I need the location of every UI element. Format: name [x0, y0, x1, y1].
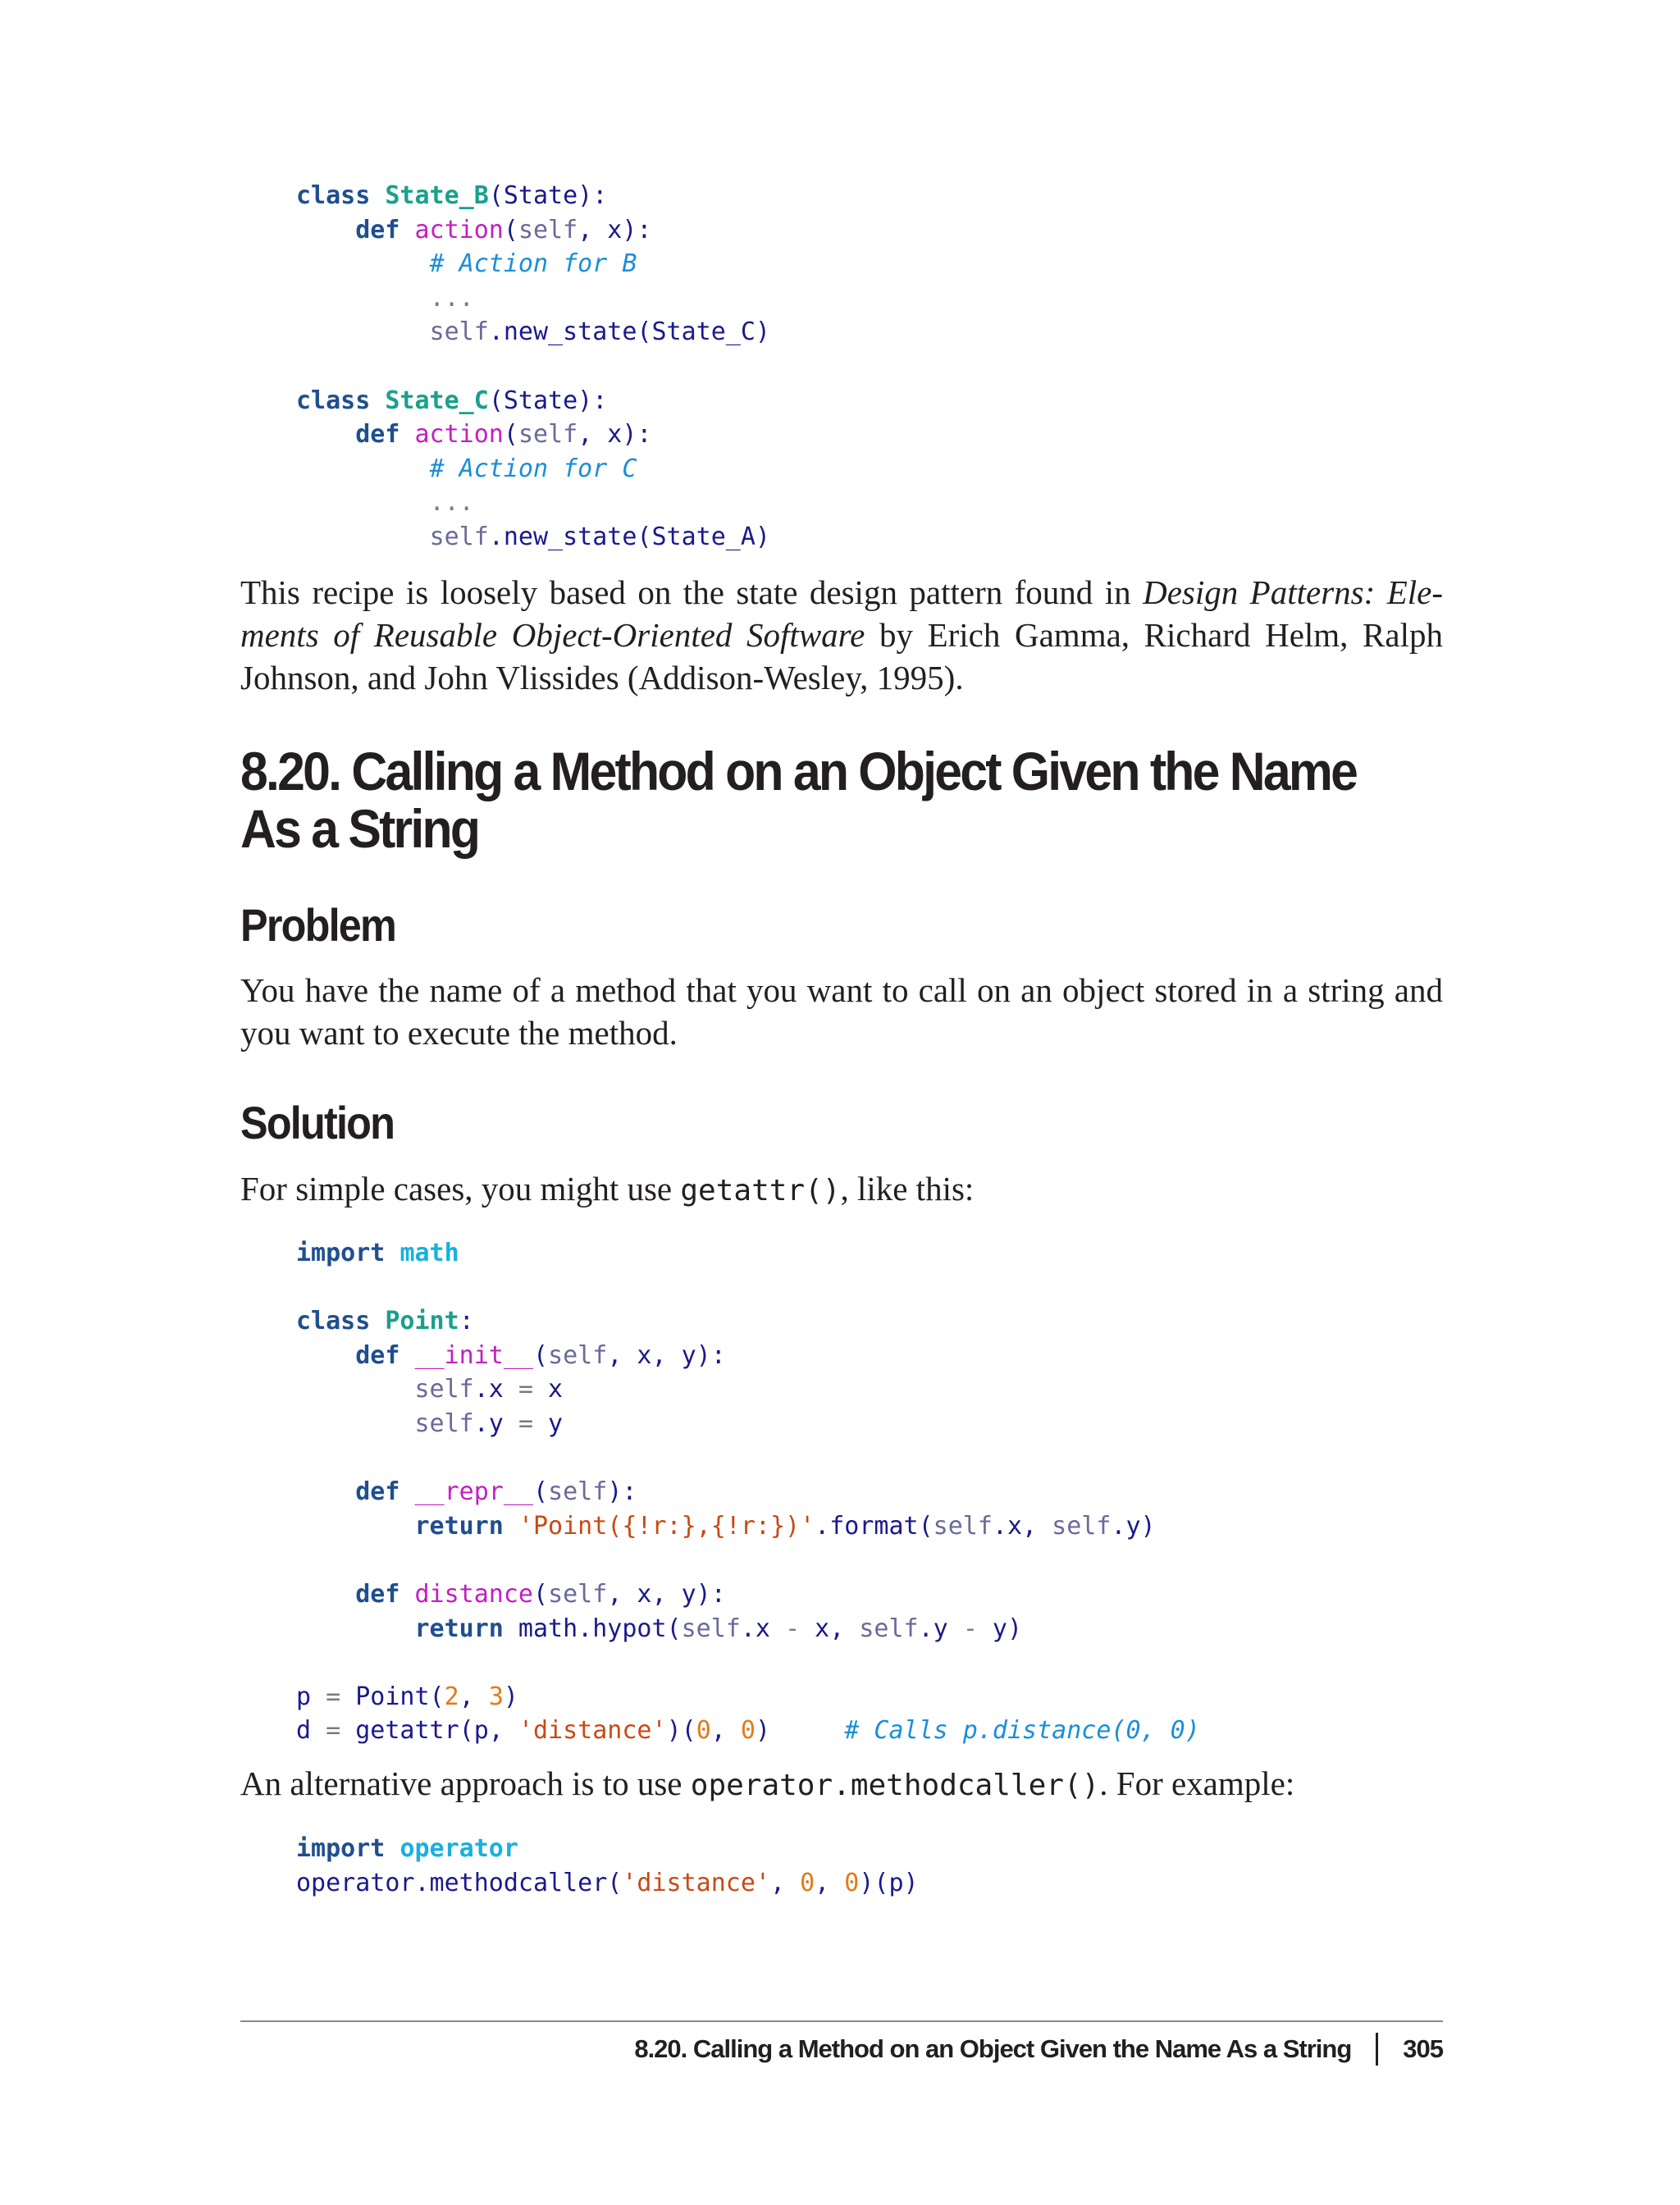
code-block-point-class [296, 1236, 1200, 1748]
code-token [296, 1375, 415, 1404]
code-line [296, 523, 770, 551]
code-token: y [533, 1408, 564, 1438]
code-line [296, 1834, 518, 1863]
code-token: import [296, 1239, 386, 1267]
code-token [296, 249, 430, 278]
code-line [296, 1580, 726, 1609]
code-token: x, [800, 1614, 860, 1643]
code-token: self [859, 1614, 919, 1643]
alternative-text [240, 1762, 1443, 1807]
code-line [296, 1869, 919, 1897]
code-token: # Action for B [429, 249, 637, 279]
code-token: def [355, 1477, 400, 1507]
code-token: math.hypot( [503, 1614, 682, 1643]
code-token: .format( [815, 1511, 934, 1541]
code-token [370, 181, 385, 210]
code-line [296, 420, 652, 449]
code-token: ( [533, 1477, 549, 1507]
code-block-methodcaller [296, 1832, 919, 1900]
code-line [296, 317, 770, 346]
paragraph-recipe-source [240, 571, 1443, 699]
code-token: def [355, 215, 400, 244]
code-token [296, 1477, 355, 1506]
code-token: self [518, 420, 578, 450]
code-token [399, 1580, 414, 1609]
code-line [296, 249, 637, 278]
problem-heading: Problem [240, 899, 396, 951]
code-token: State_C [385, 386, 489, 415]
code-token [370, 1307, 385, 1335]
code-token: ( [533, 1340, 549, 1370]
code-token: , [710, 1716, 741, 1746]
code-token: import [296, 1834, 386, 1863]
code-token [296, 317, 430, 346]
running-title: 8.20. Calling a Method on an Object Given the Name As a String [634, 2034, 1352, 2063]
code-token: operator.methodcaller( [296, 1868, 623, 1897]
code-token: , x): [578, 420, 652, 450]
code-token: , [815, 1868, 845, 1897]
code-token: = [326, 1716, 341, 1746]
code-token [399, 1341, 414, 1370]
code-token: , x, y): [607, 1340, 726, 1370]
code-token [296, 523, 430, 551]
code-token: ... [429, 283, 474, 313]
para-text: . For example: [1099, 1764, 1295, 1802]
code-token: self [548, 1579, 608, 1609]
code-token: action [414, 215, 504, 244]
code-token: = [326, 1682, 341, 1711]
code-token: 3 [488, 1682, 504, 1711]
code-token: self [933, 1511, 993, 1541]
code-token: )(p) [859, 1868, 919, 1897]
code-token [399, 1477, 414, 1506]
code-token: ): [607, 1477, 637, 1507]
code-token [385, 1239, 399, 1267]
code-token: .new_state(State_A) [488, 522, 770, 551]
code-token: self [548, 1340, 608, 1370]
code-token [296, 420, 355, 449]
footer-rule [240, 2020, 1443, 2022]
code-token: : [459, 1307, 474, 1336]
para-text: , like this: [840, 1170, 975, 1208]
para-text: by Erich Gamma, Richard Helm, Ralph Johnson, and John Vlissides (Addison-Wesley, 1995). [240, 616, 1443, 696]
code-line [296, 284, 474, 313]
code-token: self [518, 215, 578, 244]
code-token: ) [503, 1682, 518, 1711]
code-token [296, 1512, 415, 1541]
code-line [296, 1307, 474, 1335]
code-token [385, 1834, 399, 1863]
code-token: math [399, 1239, 459, 1267]
code-token: __repr__ [414, 1477, 533, 1507]
code-token [296, 1614, 415, 1643]
code-token: (State): [488, 181, 608, 210]
solution-intro [240, 1167, 1443, 1212]
code-line [296, 488, 474, 517]
code-line [296, 386, 607, 415]
code-block-state-classes [296, 179, 770, 555]
code-token: __init__ [414, 1340, 533, 1370]
code-line [296, 1239, 459, 1267]
code-token: (State): [488, 386, 608, 415]
code-token: # Action for C [429, 454, 637, 483]
code-token [370, 386, 385, 415]
para-text: This recipe is loosely based on the state design pattern found in [240, 573, 1144, 611]
code-line [296, 1409, 563, 1438]
code-token: ... [429, 488, 474, 518]
code-line [296, 1716, 1200, 1745]
code-token [399, 420, 414, 449]
footer-separator [1376, 2033, 1378, 2066]
code-token: 2 [444, 1682, 459, 1711]
code-line [296, 181, 607, 210]
code-token: , [459, 1682, 489, 1711]
code-token: - [785, 1614, 801, 1643]
code-token: Point [385, 1307, 459, 1336]
code-token: self [548, 1477, 608, 1507]
code-token: 0 [740, 1716, 756, 1746]
code-token: .x, [992, 1511, 1052, 1541]
code-token: def [355, 1579, 400, 1609]
code-token: class [296, 386, 371, 415]
code-token: , x, y): [607, 1579, 726, 1609]
code-token: ( [503, 420, 518, 450]
code-token: def [355, 1340, 400, 1370]
code-token: State_B [385, 181, 489, 210]
code-token: ( [503, 215, 518, 244]
code-token: # Calls p.distance(0, 0) [844, 1716, 1200, 1746]
code-token: 0 [844, 1868, 860, 1897]
code-line [296, 1375, 563, 1404]
code-token [399, 216, 414, 244]
code-token: self [1052, 1511, 1112, 1541]
code-token: ) [755, 1716, 845, 1746]
section-title: 8.20. Calling a Method on an Object Given the Name As a String [240, 741, 1357, 859]
code-line [296, 1477, 637, 1506]
code-token: action [414, 420, 504, 450]
code-token: distance [414, 1579, 533, 1609]
code-token: class [296, 1307, 371, 1336]
code-token: = [518, 1375, 533, 1404]
code-token: )( [666, 1716, 696, 1746]
inline-code: getattr() [680, 1174, 841, 1208]
problem-text: You have the name of a method that you want to call on an object stored in a string and you want to execute the method. [240, 971, 1443, 1052]
code-token [504, 1512, 518, 1541]
code-token: return [414, 1511, 504, 1541]
code-token: self [414, 1408, 474, 1438]
code-token [296, 284, 430, 313]
code-token [296, 488, 430, 517]
code-token: self [429, 317, 489, 347]
code-line [296, 1682, 518, 1711]
code-token: - [962, 1614, 978, 1643]
code-line [296, 454, 637, 483]
code-token: self [429, 522, 489, 551]
code-line [296, 1512, 1156, 1541]
code-token: .y [918, 1614, 963, 1643]
code-token: .x [473, 1375, 518, 1404]
code-token: .y [473, 1408, 518, 1438]
para-text: For simple cases, you might use [240, 1170, 681, 1208]
code-token: ( [533, 1579, 549, 1609]
code-token: , x): [578, 215, 652, 244]
code-token: return [414, 1614, 504, 1643]
code-token: .new_state(State_C) [488, 317, 770, 347]
code-token: 'distance' [518, 1716, 667, 1746]
solution-heading: Solution [240, 1097, 395, 1148]
code-token: , [769, 1868, 801, 1897]
code-token [296, 1580, 355, 1609]
code-token [296, 1341, 355, 1370]
book-title: Design Patterns: Ele-ments of Reusable Object-Oriented Software [240, 573, 1444, 654]
code-token: getattr(p, [340, 1716, 518, 1746]
code-token [296, 1409, 415, 1438]
code-token: operator [399, 1834, 518, 1863]
code-token: class [296, 181, 371, 210]
code-token: d [296, 1716, 326, 1746]
code-token: 'Point({!r:},{!r:})' [518, 1511, 815, 1541]
code-token [296, 454, 430, 483]
code-token: .y) [1111, 1511, 1156, 1541]
code-line [296, 1341, 726, 1370]
code-token: self [414, 1375, 474, 1404]
code-token: = [518, 1408, 533, 1438]
code-token: p [296, 1682, 326, 1711]
code-token: 'distance' [622, 1868, 770, 1897]
para-text: An alternative approach is to use [240, 1764, 691, 1802]
code-token: .x [740, 1614, 786, 1643]
code-line [296, 216, 652, 244]
code-token: Point( [340, 1682, 445, 1711]
code-token: x [533, 1375, 564, 1404]
code-token: def [355, 420, 400, 450]
code-token: 0 [696, 1716, 711, 1746]
page-number: 305 [1403, 2034, 1443, 2063]
page-footer [634, 2033, 1443, 2066]
code-token: y) [977, 1614, 1023, 1643]
code-token: self [681, 1614, 741, 1643]
code-token: 0 [800, 1868, 815, 1897]
code-line [296, 1614, 1022, 1643]
code-token [296, 216, 355, 244]
inline-code: operator.methodcaller() [690, 1769, 1100, 1802]
